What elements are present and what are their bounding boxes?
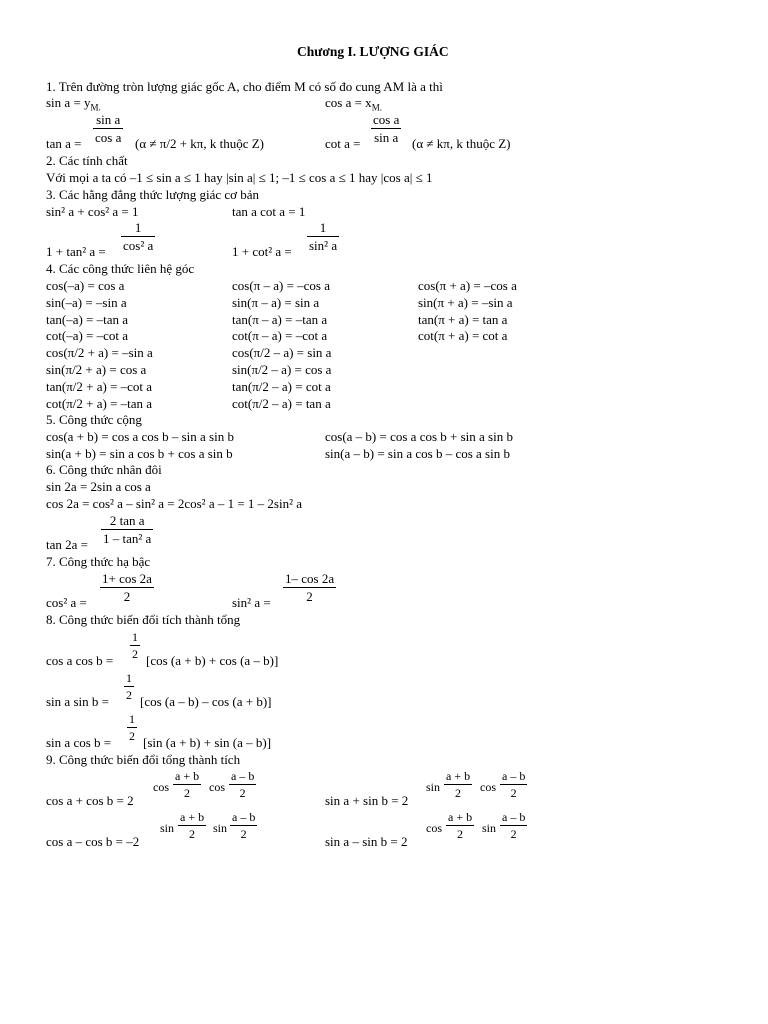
product-sin-sin-half [124, 672, 134, 701]
tan-double-numerator: 2 tan a [101, 514, 153, 530]
angle-relation-formula: tan(π/2 – a) = cot a [232, 379, 331, 394]
product-cos-cos-rhs: [cos (a + b) + cos (a – b)] [146, 653, 279, 668]
sum-sin-sin-frac2 [500, 770, 527, 799]
cos-squared-fraction [100, 572, 154, 603]
cos-squared-numerator: 1+ cos 2a [102, 571, 152, 586]
frac-numerator: a + b [448, 810, 473, 824]
identity-4-denominator: sin² a [309, 238, 338, 253]
angle-relation-formula: cot(π + a) = cot a [418, 328, 508, 343]
frac-numerator: a + b [180, 810, 205, 824]
frac-numerator: a – b [502, 769, 526, 783]
cot-fraction [371, 113, 401, 144]
angle-relation-formula: sin(π – a) = sin a [232, 295, 320, 310]
half-numerator: 1 [132, 630, 138, 644]
product-sin-cos-lhs: sin a cos b = [46, 735, 112, 750]
identity-2: tan a cot a = 1 [232, 204, 306, 219]
section-2-line: Với mọi a ta có –1 ≤ sin a ≤ 1 hay |sin a| ≤ 1; –1 ≤ cos a ≤ 1 hay |cos a| ≤ 1 [46, 170, 433, 185]
tan-definition-lhs: tan a = [46, 136, 82, 151]
tan-double-denominator: 1 – tan² a [103, 531, 152, 546]
angle-relation-formula: cot(π/2 + a) = –tan a [46, 396, 153, 411]
angle-relation-formula: tan(π/2 + a) = –cot a [46, 379, 153, 394]
product-cos-cos-lhs: cos a cos b = [46, 653, 114, 668]
angle-relation-formula: cos(π + a) = –cos a [418, 278, 517, 293]
identity-4-fraction [307, 221, 339, 252]
formula-cos-diff: cos(a – b) = cos a cos b + sin a sin b [325, 429, 513, 444]
angle-relation-formula: cot(–a) = –cot a [46, 328, 129, 343]
frac-numerator: a + b [446, 769, 471, 783]
formula-sin-double: sin 2a = 2sin a cos a [46, 479, 151, 494]
formula-sin-sum: sin(a + b) = sin a cos b + cos a sin b [46, 446, 233, 461]
sum-cos-cos-frac1 [173, 770, 201, 799]
half-numerator: 1 [126, 671, 132, 685]
section-6-heading: 6. Công thức nhân đôi [46, 462, 162, 477]
diff-sin-sin-frac1 [446, 811, 474, 840]
tan-double-fraction [101, 514, 153, 545]
identity-3-fraction [121, 221, 155, 252]
sin-squared-denominator: 2 [306, 589, 313, 604]
identity-3-denominator: cos² a [123, 238, 154, 253]
angle-relation-formula: sin(π/2 + a) = cos a [46, 362, 147, 377]
diff-sin-sin-lhs: sin a – sin b = 2 [325, 834, 408, 849]
cos-squared-lhs: cos² a = [46, 595, 87, 610]
sin-squared-numerator: 1– cos 2a [285, 571, 335, 586]
section-7-heading: 7. Công thức hạ bậc [46, 554, 151, 569]
sum-cos-cos-frac2 [229, 770, 256, 799]
tan-double-lhs: tan 2a = [46, 537, 88, 552]
angle-relation-formula: cos(–a) = cos a [46, 278, 125, 293]
section-5-heading: 5. Công thức cộng [46, 412, 142, 427]
product-sin-sin-lhs: sin a sin b = [46, 694, 109, 709]
diff-cos-cos-fn1: sin [160, 821, 175, 835]
frac-denominator: 2 [510, 786, 517, 800]
angle-relation-formula: tan(π – a) = –tan a [232, 312, 328, 327]
diff-sin-sin-fn1: cos [426, 821, 442, 835]
sum-cos-cos-lhs: cos a + cos b = 2 [46, 793, 134, 808]
sum-cos-cos-fn2: cos [209, 780, 225, 794]
diff-cos-cos-frac2 [230, 811, 257, 840]
frac-numerator: a – b [231, 769, 255, 783]
formula-cos-sum: cos(a + b) = cos a cos b – sin a sin b [46, 429, 234, 444]
tan-denominator: cos a [95, 130, 122, 145]
cos-definition: $\cos a = x_{M.}$ [325, 95, 382, 113]
cot-definition-lhs: cot a = [325, 136, 361, 151]
diff-cos-cos-frac1 [178, 811, 206, 840]
section-3-heading: 3. Các hằng đẳng thức lượng giác cơ bản [46, 187, 260, 202]
section-1-heading: 1. Trên đường tròn lượng giác gốc A, cho điểm M có số đo cung AM là a thì [46, 79, 443, 94]
tan-condition: (α ≠ π/2 + kπ, k thuộc Z) [135, 136, 264, 151]
sum-sin-sin-fn2: cos [480, 780, 496, 794]
half-denominator: 2 [126, 688, 132, 702]
tan-numerator: sin a [93, 113, 123, 129]
page-title: Chương I. LƯỢNG GIÁC [297, 44, 449, 59]
half-numerator: 1 [129, 712, 135, 726]
frac-denominator: 2 [455, 786, 462, 800]
diff-sin-sin-frac2 [500, 811, 527, 840]
sin-squared-lhs: sin² a = [232, 595, 271, 610]
identity-3-lhs: 1 + tan² a = [46, 244, 106, 259]
angle-relation-formula: sin(π/2 – a) = cos a [232, 362, 332, 377]
angle-relation-formula: cos(π/2 – a) = sin a [232, 345, 332, 360]
half-denominator: 2 [132, 647, 138, 661]
cot-denominator: sin a [374, 130, 399, 145]
cos-squared-denominator: 2 [123, 589, 131, 604]
angle-relation-formula: sin(–a) = –sin a [46, 295, 127, 310]
frac-denominator: 2 [184, 786, 191, 800]
identity-3-numerator: 1 [121, 221, 155, 237]
angle-relation-formula: tan(–a) = –tan a [46, 312, 129, 327]
section-4-heading: 4. Các công thức liên hệ góc [46, 261, 195, 276]
angle-relation-formula: cot(π – a) = –cot a [232, 328, 328, 343]
sum-sin-sin-frac1 [444, 770, 472, 799]
sum-sin-sin-fn1: sin [426, 780, 441, 794]
sin-definition: $\sin a = y_{M.}$ [46, 95, 101, 113]
frac-denominator: 2 [239, 786, 246, 800]
product-sin-cos-rhs: [sin (a + b) + sin (a – b)] [143, 735, 272, 750]
tan-fraction [93, 113, 123, 144]
formula-sin-diff: sin(a – b) = sin a cos b – cos a sin b [325, 446, 510, 461]
frac-denominator: 2 [240, 827, 247, 841]
section-2-heading: 2. Các tính chất [46, 153, 128, 168]
sum-sin-sin-lhs: sin a + sin b = 2 [325, 793, 409, 808]
formula-cos-double: cos 2a = cos² a – sin² a = 2cos² a – 1 = 1 – 2sin² a [46, 496, 303, 511]
diff-cos-cos-lhs: cos a – cos b = –2 [46, 834, 140, 849]
identity-4-lhs: 1 + cot² a = [232, 244, 292, 259]
product-cos-cos-half [130, 631, 140, 660]
frac-numerator: a – b [232, 810, 256, 824]
frac-denominator: 2 [457, 827, 464, 841]
frac-numerator: a + b [175, 769, 200, 783]
cot-condition: (α ≠ kπ, k thuộc Z) [412, 136, 511, 151]
frac-denominator: 2 [189, 827, 196, 841]
frac-numerator: a – b [502, 810, 526, 824]
diff-cos-cos-fn2: sin [213, 821, 228, 835]
angle-relation-formula: cot(π/2 – a) = tan a [232, 396, 331, 411]
angle-relation-formula: tan(π + a) = tan a [418, 312, 508, 327]
identity-1: sin² a + cos² a = 1 [46, 204, 139, 219]
cot-numerator: cos a [373, 112, 400, 127]
angle-relation-formula: cos(π – a) = –cos a [232, 278, 331, 293]
frac-denominator: 2 [510, 827, 517, 841]
product-sin-sin-rhs: [cos (a – b) – cos (a + b)] [140, 694, 272, 709]
product-sin-cos-half [127, 713, 137, 742]
angle-relation-formula: cos(π/2 + a) = –sin a [46, 345, 153, 360]
identity-4-numerator: 1 [307, 221, 339, 237]
section-9-heading: 9. Công thức biến đổi tổng thành tích [46, 752, 241, 767]
half-denominator: 2 [129, 729, 135, 743]
sum-cos-cos-fn1: cos [153, 780, 169, 794]
section-8-heading: 8. Công thức biến đổi tích thành tổng [46, 612, 241, 627]
diff-sin-sin-fn2: sin [482, 821, 497, 835]
angle-relation-formula: sin(π + a) = –sin a [418, 295, 513, 310]
sin-squared-fraction [283, 572, 336, 603]
